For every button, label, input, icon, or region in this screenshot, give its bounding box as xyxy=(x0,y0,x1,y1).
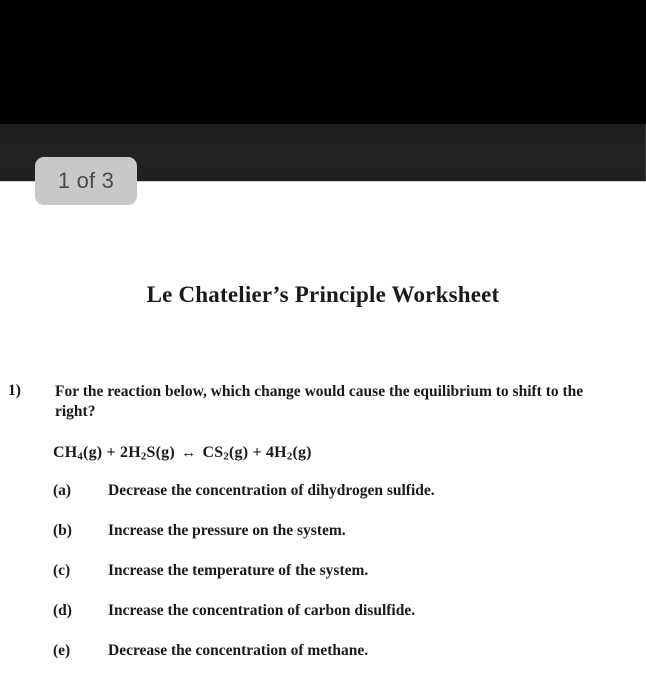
option-e-label: (e) xyxy=(53,642,71,659)
option-c[interactable] xyxy=(0,562,646,602)
option-a[interactable] xyxy=(0,482,646,522)
page-indicator-label: 1 of 3 xyxy=(57,168,115,193)
question-1-options xyxy=(0,482,646,682)
document-page xyxy=(0,182,646,670)
option-d-text: Increase the concentration of carbon disulfide. xyxy=(108,602,416,619)
option-c-label: (c) xyxy=(53,562,71,579)
equation-reactant-hydrogen-sulfide: + $2H_2S(g)$ xyxy=(102,444,175,463)
option-d[interactable] xyxy=(0,602,646,642)
option-e[interactable] xyxy=(0,642,646,682)
option-a-text: Decrease the concentration of dihydrogen sulfide. xyxy=(108,482,435,499)
pdf-viewer-chrome xyxy=(0,0,646,182)
page-indicator-badge[interactable] xyxy=(35,157,137,205)
option-b-label: (b) xyxy=(53,522,72,539)
equilibrium-arrow-icon: ↔ xyxy=(181,445,197,461)
equation-reactant-methane: $CH_4(g)$ xyxy=(53,444,103,463)
viewer-backdrop xyxy=(0,0,646,124)
option-d-label: (d) xyxy=(53,602,72,619)
question-1 xyxy=(0,382,646,659)
page-title xyxy=(0,282,646,308)
question-1-prompt: For the reaction below, which change would cause the equilibrium to shift to the right? xyxy=(55,383,584,420)
option-a-label: (a) xyxy=(53,482,72,499)
question-1-number: 1) xyxy=(8,382,21,399)
option-b-text: Increase the pressure on the system. xyxy=(108,522,346,539)
option-c-text: Increase the temperature of the system. xyxy=(108,562,369,579)
question-1-prompt-row xyxy=(0,382,646,422)
equation-product-hydrogen: + $4H_2(g)$ xyxy=(248,444,312,463)
question-1-equation xyxy=(53,444,312,462)
document-title-text: Le Chatelier’s Principle Worksheet xyxy=(146,282,500,307)
equation-product-carbon-disulfide: $CS_2(g)$ xyxy=(202,444,249,463)
option-e-text: Decrease the concentration of methane. xyxy=(108,642,369,659)
option-b[interactable] xyxy=(0,522,646,562)
